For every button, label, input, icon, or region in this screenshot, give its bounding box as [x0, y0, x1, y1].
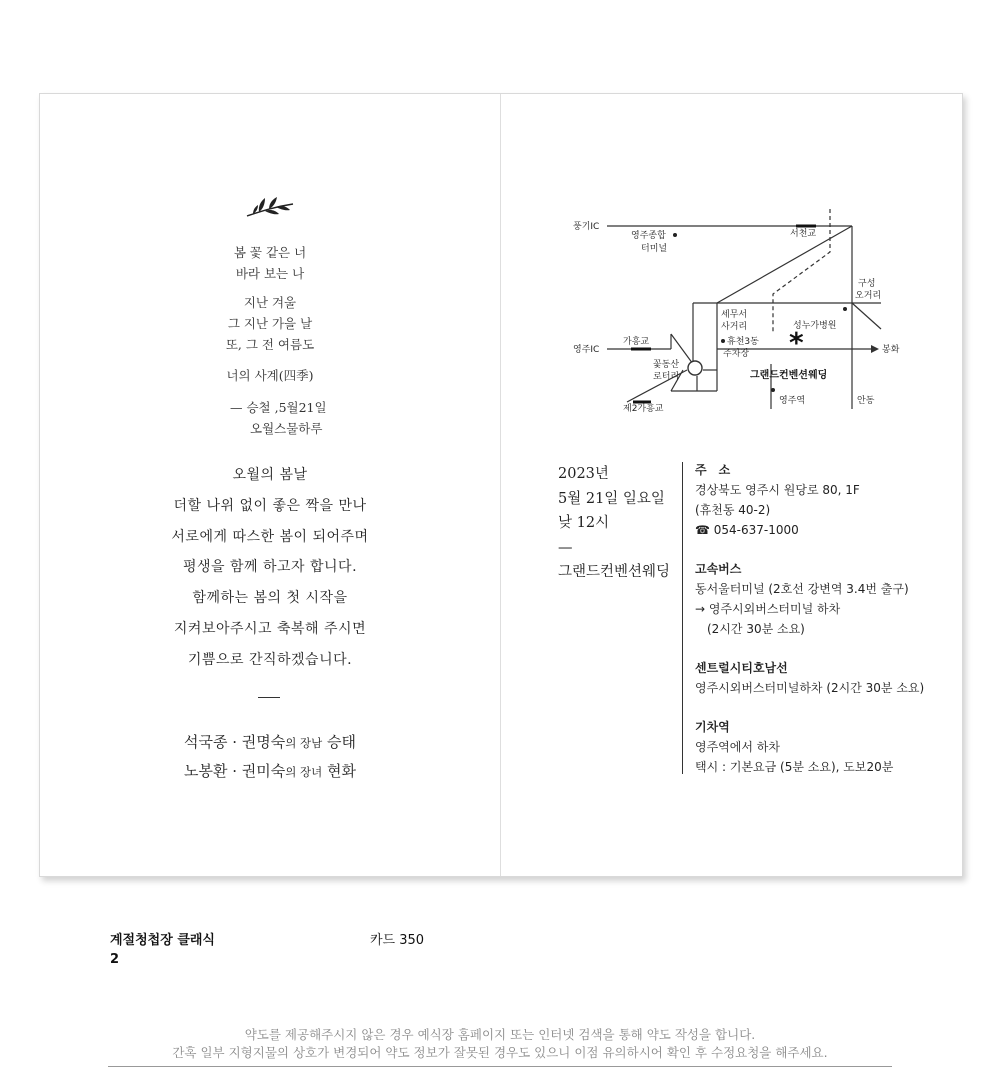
map-label: 영주역 [779, 396, 806, 406]
bus-line: → 영주시외버스터미널 하차 [695, 602, 841, 616]
map-label: 로터리 [653, 372, 680, 382]
map-label: 휴천3동 [727, 337, 759, 347]
bride-relation: 의 장녀 [285, 765, 323, 779]
directions-info [695, 460, 924, 796]
map-label: 봉화 [882, 345, 900, 355]
right-page [501, 94, 962, 876]
message-line: 평생을 함께 하고자 합니다. [182, 559, 358, 576]
event-venue: 그랜드컨벤션웨딩 [558, 564, 671, 580]
venue-marker-icon: * [789, 326, 804, 359]
bus-heading: 고속버스 [695, 562, 742, 576]
map-notice [0, 1026, 1000, 1062]
address-heading: 주 소 [695, 463, 731, 477]
map-label: 주차장 [723, 349, 750, 359]
event-date: 5월 21일 일요일 [558, 490, 665, 507]
notice-line: 약도를 제공해주시지 않은 경우 예식장 홈페이지 또는 인터넷 검색을 통해 약도 작성을 합니다. [244, 1027, 756, 1042]
message-line: 지켜보아주시고 축복해 주시면 [173, 620, 367, 637]
poem-date [250, 419, 322, 437]
poem-signature [230, 398, 327, 416]
poem-line: 또, 그 전 여름도 [225, 337, 315, 352]
message-line: 오월의 봄날 [232, 467, 308, 483]
groom-parent-names: 석국종 · 권명숙 [184, 733, 286, 751]
bus-group [695, 559, 924, 639]
phone-line [695, 520, 924, 540]
map-label: 꽃동산 [653, 360, 680, 370]
notice-underline [108, 1066, 892, 1067]
product-name: 계절청첩장 클래식 [110, 933, 215, 948]
event-year: 2023년 [558, 466, 609, 482]
poem-date-text: 오월스물하루 [250, 421, 323, 436]
poem-line: 봄 꽃 같은 너 [233, 245, 307, 260]
parents-block [40, 728, 500, 786]
left-page [40, 94, 500, 876]
map-label: 영주IC [573, 345, 600, 355]
bride-parents [40, 757, 500, 786]
info-divider [682, 462, 683, 774]
map-label: 가흥교 [623, 337, 650, 347]
message-line: 더할 나위 없이 좋은 짝을 만나 [173, 497, 367, 514]
map-label: 서천교 [790, 229, 817, 239]
event-time: 낮 12시 [558, 515, 610, 531]
phone-number: 054-637-1000 [713, 523, 799, 537]
map-label: 구성 [858, 279, 876, 289]
bride-name: 현화 [327, 762, 356, 780]
olive-branch-icon [245, 194, 295, 220]
poem-stanza-3 [40, 365, 500, 386]
train-line: 영주역에서 하차 [695, 740, 780, 754]
bride-parent-names: 노봉환 · 권미숙 [184, 762, 286, 780]
map-label: 터미널 [641, 244, 668, 254]
central-line: 영주시외버스터미널하차 (2시간 30분 소요) [695, 681, 925, 695]
map-label: 제2가흥교 [623, 404, 664, 414]
product-card-type: 카드 350 [370, 933, 425, 948]
event-date-block [558, 462, 670, 585]
map-label: 세무서 [721, 310, 748, 320]
train-line: 택시 : 기본요금 (5분 소요), 도보20분 [695, 760, 894, 774]
poem-line: 바라 보는 나 [235, 266, 305, 281]
poem-line: 그 지난 가을 날 [227, 316, 313, 331]
train-group [695, 717, 924, 777]
event-dash: — [558, 539, 573, 556]
map-label: 오거리 [855, 291, 882, 301]
central-city-group [695, 658, 924, 698]
address-line: (휴천동 40-2) [695, 503, 771, 517]
poem-line: 너의 사계(四季) [226, 368, 314, 383]
bus-line: 동서울터미널 (2호선 강변역 3.4번 출구) [695, 582, 909, 596]
notice-line: 간혹 일부 지형지물의 상호가 변경되어 약도 정보가 잘못된 경우도 있으니 이점 유의하시어 확인 후 수정요청을 해주세요. [172, 1045, 828, 1060]
train-heading: 기차역 [695, 720, 730, 734]
location-map [571, 204, 911, 419]
message-line: 기쁨으로 간직하겠습니다. [187, 651, 353, 668]
invitation-card [39, 93, 963, 877]
invitation-message [40, 460, 500, 676]
groom-relation: 의 장남 [285, 736, 323, 750]
groom-parents [40, 728, 500, 757]
message-line: 서로에게 따스한 봄이 되어주며 [171, 528, 369, 545]
product-number: 2 [110, 952, 120, 967]
central-heading: 센트럴시티호남선 [695, 661, 788, 675]
bus-line: (2시간 30분 소요) [695, 622, 805, 636]
address-group [695, 460, 924, 540]
map-label: 안동 [857, 396, 875, 406]
message-line: 함께하는 봄의 첫 시작을 [192, 590, 348, 607]
map-label: 풍기IC [573, 222, 600, 232]
groom-name: 승태 [327, 733, 356, 751]
address-line: 경상북도 영주시 원당로 80, 1F [695, 483, 860, 497]
map-label: 성누가병원 [793, 321, 837, 331]
poem-stanza-1 [40, 242, 500, 284]
poem-author: — 승철 ,5월21일 [230, 400, 327, 415]
divider [258, 697, 280, 698]
map-venue-label: 그랜드컨벤션웨딩 [750, 370, 828, 381]
map-label: 사거리 [721, 322, 748, 332]
poem-stanza-2 [40, 292, 500, 355]
map-label: 영주종합 [631, 231, 666, 241]
poem-line: 지난 겨울 [243, 295, 297, 310]
phone-icon: ☎ [695, 523, 710, 537]
